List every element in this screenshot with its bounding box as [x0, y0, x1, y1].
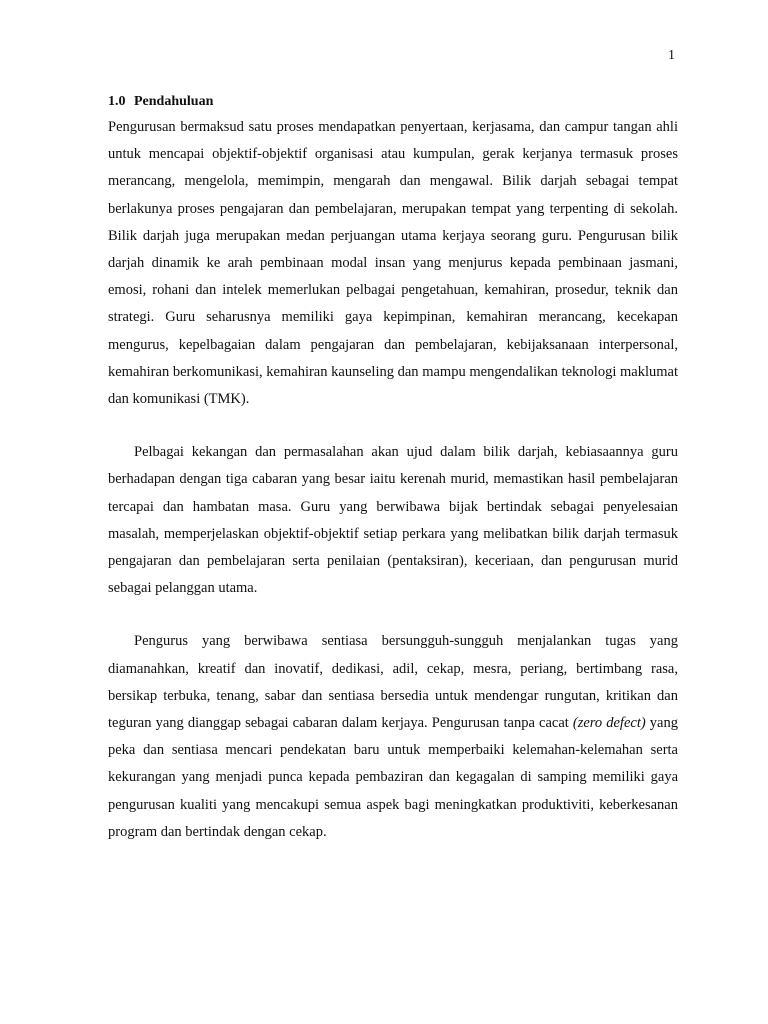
page-number: 1: [668, 48, 675, 63]
section-title: Pendahuluan: [134, 94, 214, 109]
paragraph-3-text-start: Pengurus yang berwibawa sentiasa bersungguh-sungguh menjalankan tugas yang diamanahkan, kreatif dan inovatif, dedikasi, adil, cekap, mesra, periang, bertimbang rasa, bersikap terbuka, tenang, sabar dan sentiasa bersedia untuk mendengar rungutan, kritikan dan teguran yang dianggap sebagai cabaran dalam kerjaya. Pengurusan tanpa cacat: [108, 633, 678, 732]
paragraph-2: Pelbagai kekangan dan permasalahan akan ujud dalam bilik darjah, kebiasaannya guru berhadapan dengan tiga cabaran yang besar iaitu kerenah murid, memastikan hasil pembelajaran tercapai dan hambatan masa. Guru yang berwibawa bijak bertindak sebagai penyelesaian masalah, memperjelaskan objektif-objektif setiap perkara yang melibatkan bilik darjah termasuk pengajaran dan pembelajaran serta penilaian (pentaksiran), keceriaan, dan pengurusan murid sebagai pelanggan utama.: [108, 444, 678, 597]
paragraph-3-text-end: yang peka dan sentiasa mencari pendekatan baru untuk memperbaiki kelemahan-kelemahan serta kekurangan yang menjadi punca kepada pembaziran dan kegagalan di samping memiliki gaya pengurusan kualiti yang mencakupi semua aspek bagi meningkatkan produktiviti, keberkesanan program dan bertindak dengan cekap.: [108, 715, 678, 840]
paragraph-1: Pengurusan bermaksud satu proses mendapatkan penyertaan, kerjasama, dan campur tangan ahli untuk mencapai objektif-objektif organisasi atau kumpulan, gerak kerjanya termasuk proses merancang, mengelola, memimpin, mengarah dan mengawal. Bilik darjah sebagai tempat berlakunya proses pengajaran dan pembelajaran, merupakan tempat yang terpenting di sekolah. Bilik darjah juga merupakan medan perjuangan utama kerjaya seorang guru. Pengurusan bilik darjah dinamik ke arah pembinaan modal insan yang menjurus kepada pembinaan jasmani, emosi, rohani dan intelek memerlukan pelbagai pengetahuan, kemahiran, prosedur, teknik dan strategi. Guru seharusnya memiliki gaya kepimpinan, kemahiran merancang, kecekapan mengurus, kepelbagaian dalam pengajaran dan pembelajaran, kebijaksanaan interpersonal, kemahiran berkomunikasi, kemahiran kaunseling dan mampu mengendalikan teknologi maklumat dan komunikasi (TMK).: [108, 119, 678, 408]
paragraph-spacer: [108, 413, 678, 439]
section-heading: [108, 91, 678, 114]
document-body: [108, 91, 678, 846]
section-number: 1.0: [108, 94, 126, 109]
paragraph-spacer: [108, 602, 678, 628]
paragraph-3: [108, 628, 678, 846]
italic-term-zero-defect: (zero defect): [572, 715, 646, 732]
